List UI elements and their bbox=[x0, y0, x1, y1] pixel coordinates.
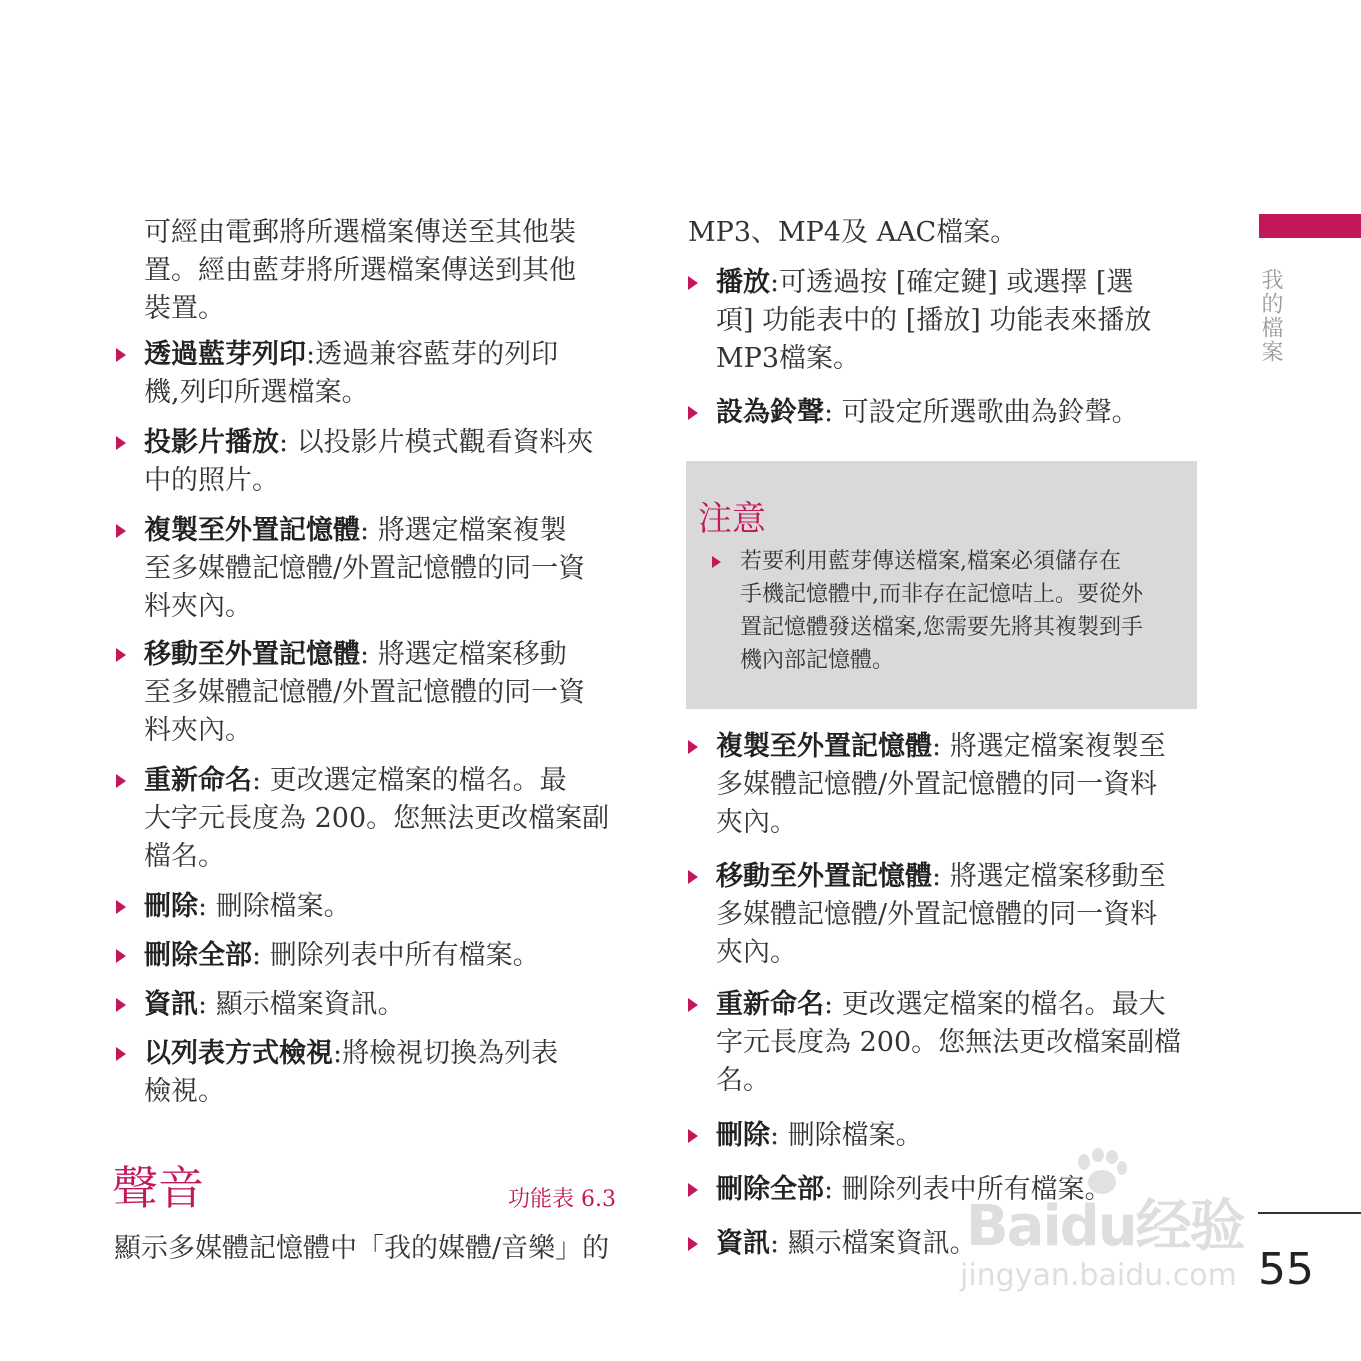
bullet-description: 檢視。 bbox=[144, 1076, 225, 1107]
bullet-description: 將檢視切換為列表 bbox=[342, 1038, 559, 1069]
bullet-triangle-icon bbox=[116, 1047, 126, 1061]
bullet-line bbox=[716, 1024, 1181, 1062]
bullet-line bbox=[716, 302, 1151, 340]
bullet-separator: : bbox=[824, 989, 842, 1020]
bullet-separator: : bbox=[932, 731, 950, 762]
bullet-separator: : bbox=[198, 891, 216, 922]
bullet-separator: : bbox=[306, 339, 316, 370]
bullet-text bbox=[716, 986, 1181, 1100]
note-line: 置記憶體發送檔案,您需要先將其複製到手 bbox=[740, 615, 1143, 640]
bullet-line bbox=[716, 1062, 1181, 1100]
bullet-line bbox=[144, 674, 585, 712]
bullet-line bbox=[144, 550, 585, 588]
bullet-triangle-icon bbox=[116, 436, 126, 450]
bullet-triangle-icon bbox=[116, 949, 126, 963]
bullet-text bbox=[144, 636, 585, 750]
bullet-triangle-icon bbox=[688, 998, 698, 1012]
bullet-triangle-icon bbox=[688, 1129, 698, 1143]
bullet-separator: : bbox=[932, 861, 950, 892]
bullet-description: 刪除檔案。 bbox=[215, 891, 351, 922]
page-rule bbox=[1258, 1212, 1361, 1214]
bullet-description: 多媒體記憶體/外置記憶體的同一資料 bbox=[716, 899, 1158, 930]
bullet-term: 設為鈴聲 bbox=[716, 397, 824, 428]
bullet-line bbox=[716, 804, 1166, 842]
bullet-description: 至多媒體記憶體/外置記憶體的同一資 bbox=[144, 677, 586, 708]
bullet-term: 重新命名 bbox=[716, 989, 824, 1020]
bullet-triangle-icon bbox=[116, 648, 126, 662]
note-box bbox=[686, 461, 1197, 709]
bullet-text bbox=[716, 1171, 1112, 1209]
bullet-description: MP3檔案。 bbox=[716, 343, 860, 374]
bullet-triangle-icon bbox=[688, 406, 698, 420]
watermark-url: jingyan.baidu.com bbox=[960, 1258, 1237, 1293]
bullet-line bbox=[716, 1225, 977, 1263]
bullet-description: 透過兼容藍芽的列印 bbox=[315, 339, 559, 370]
bullet-triangle-icon bbox=[116, 524, 126, 538]
bullet-line bbox=[144, 424, 594, 462]
bullet-separator: : bbox=[824, 397, 842, 428]
bullet-text bbox=[144, 424, 594, 500]
bullet-term: 移動至外置記憶體 bbox=[144, 639, 360, 670]
bullet-line bbox=[144, 1073, 558, 1111]
bullet-description: 將選定檔案移動至 bbox=[949, 861, 1166, 892]
note-text bbox=[740, 545, 1143, 677]
bullet-line bbox=[144, 800, 609, 838]
bullet-line bbox=[144, 1035, 558, 1073]
bullet-line bbox=[144, 762, 609, 800]
bullet-description: 項] 功能表中的 [播放] 功能表來播放 bbox=[716, 305, 1152, 336]
bullet-text bbox=[144, 762, 609, 876]
bullet-line bbox=[144, 336, 558, 374]
bullet-text bbox=[716, 728, 1166, 842]
bullet-text bbox=[716, 858, 1166, 972]
bullet-separator: : bbox=[824, 1174, 842, 1205]
bullet-term: 重新命名 bbox=[144, 765, 252, 796]
bullet-text bbox=[144, 937, 540, 975]
bullet-separator: : bbox=[770, 1228, 788, 1259]
bullet-separator: : bbox=[770, 267, 780, 298]
bullet-description: 機,列印所選檔案。 bbox=[144, 377, 369, 408]
bullet-term: 複製至外置記憶體 bbox=[716, 731, 932, 762]
bullet-description: 字元長度為 200。您無法更改檔案副檔 bbox=[716, 1027, 1182, 1058]
bullet-description: 名。 bbox=[716, 1065, 770, 1096]
bullet-line bbox=[144, 937, 540, 975]
bullet-separator: : bbox=[333, 1038, 343, 1069]
bullet-text bbox=[716, 1117, 923, 1155]
continued-line: MP3、MP4及 AAC檔案。 bbox=[688, 217, 1018, 248]
bullet-line bbox=[144, 838, 609, 876]
bullet-description: 至多媒體記憶體/外置記憶體的同一資 bbox=[144, 553, 586, 584]
bullet-description: 刪除列表中所有檔案。 bbox=[841, 1174, 1112, 1205]
bullet-description: 多媒體記憶體/外置記憶體的同一資料 bbox=[716, 769, 1158, 800]
bullet-separator: : bbox=[360, 515, 378, 546]
bullet-description: 以投影片模式觀看資料夾 bbox=[296, 427, 594, 458]
bullet-text bbox=[716, 394, 1139, 432]
bullet-description: 夾內。 bbox=[716, 937, 797, 968]
bullet-text bbox=[144, 1035, 558, 1111]
chapter-tab-bar bbox=[1259, 214, 1361, 238]
chapter-label: 我的檔案 bbox=[1258, 268, 1283, 364]
bullet-line bbox=[144, 462, 594, 500]
bullet-line bbox=[716, 766, 1166, 804]
bullet-line bbox=[144, 374, 558, 412]
bullet-description: 將選定檔案移動 bbox=[377, 639, 567, 670]
bullet-term: 透過藍芽列印 bbox=[144, 339, 306, 370]
bullet-text bbox=[716, 1225, 977, 1263]
bullet-term: 資訊 bbox=[716, 1228, 770, 1259]
note-line: 手機記憶體中,而非存在記憶咭上。要從外 bbox=[740, 582, 1143, 607]
section-description: 顯示多媒體記憶體中「我的媒體/音樂」的 bbox=[114, 1233, 610, 1264]
bullet-line bbox=[144, 588, 585, 626]
bullet-line bbox=[716, 1117, 923, 1155]
bullet-line bbox=[716, 896, 1166, 934]
bullet-triangle-icon bbox=[116, 774, 126, 788]
bullet-description: 更改選定檔案的檔名。最 bbox=[269, 765, 567, 796]
bullet-triangle-icon bbox=[116, 348, 126, 362]
bullet-term: 刪除 bbox=[144, 891, 198, 922]
note-line: 機內部記憶體。 bbox=[740, 648, 895, 673]
bullet-description: 檔名。 bbox=[144, 841, 225, 872]
bullet-triangle-icon bbox=[688, 276, 698, 290]
bullet-triangle-icon bbox=[116, 998, 126, 1012]
menu-reference: 功能表 6.3 bbox=[508, 1187, 616, 1212]
bullet-description: 刪除列表中所有檔案。 bbox=[269, 940, 540, 971]
bullet-term: 資訊 bbox=[144, 989, 198, 1020]
bullet-triangle-icon bbox=[688, 870, 698, 884]
bullet-text bbox=[144, 986, 405, 1024]
bullet-description: 顯示檔案資訊。 bbox=[215, 989, 405, 1020]
bullet-line bbox=[716, 728, 1166, 766]
bullet-description: 將選定檔案複製 bbox=[377, 515, 567, 546]
bullet-term: 刪除全部 bbox=[144, 940, 252, 971]
watermark-logo: Baidu经验 bbox=[966, 1194, 1244, 1259]
bullet-triangle-icon bbox=[688, 740, 698, 754]
bullet-term: 投影片播放 bbox=[144, 427, 279, 458]
bullet-line bbox=[716, 264, 1151, 302]
bullet-term: 播放 bbox=[716, 267, 770, 298]
bullet-line bbox=[144, 888, 351, 926]
bullet-line bbox=[144, 986, 405, 1024]
bullet-line bbox=[716, 340, 1151, 378]
bullet-separator: : bbox=[252, 765, 270, 796]
bullet-description: 中的照片。 bbox=[144, 465, 279, 496]
bullet-term: 移動至外置記憶體 bbox=[716, 861, 932, 892]
intro-line: 置。經由藍芽將所選檔案傳送到其他 bbox=[144, 255, 576, 286]
bullet-line bbox=[716, 858, 1166, 896]
note-line: 若要利用藍芽傳送檔案,檔案必須儲存在 bbox=[740, 549, 1121, 574]
bullet-term: 刪除 bbox=[716, 1120, 770, 1151]
bullet-description: 將選定檔案複製至 bbox=[949, 731, 1166, 762]
bullet-description: 刪除檔案。 bbox=[787, 1120, 923, 1151]
bullet-line bbox=[144, 712, 585, 750]
intro-paragraph bbox=[144, 214, 576, 328]
bullet-line bbox=[716, 986, 1181, 1024]
bullet-description: 大字元長度為 200。您無法更改檔案副 bbox=[144, 803, 610, 834]
bullet-text bbox=[144, 888, 351, 926]
bullet-line bbox=[716, 934, 1166, 972]
page-number: 55 bbox=[1258, 1244, 1314, 1295]
bullet-separator: : bbox=[770, 1120, 788, 1151]
bullet-triangle-icon bbox=[688, 1183, 698, 1197]
bullet-line bbox=[716, 1171, 1112, 1209]
bullet-description: 更改選定檔案的檔名。最大 bbox=[841, 989, 1166, 1020]
bullet-description: 可透過按 [確定鍵] 或選擇 [選 bbox=[779, 267, 1134, 298]
bullet-text bbox=[716, 264, 1151, 378]
bullet-line bbox=[144, 512, 585, 550]
bullet-description: 夾內。 bbox=[716, 807, 797, 838]
section-title: 聲音 bbox=[112, 1161, 204, 1215]
bullet-description: 顯示檔案資訊。 bbox=[787, 1228, 977, 1259]
bullet-term: 以列表方式檢視 bbox=[144, 1038, 333, 1069]
bullet-text bbox=[144, 512, 585, 626]
bullet-term: 刪除全部 bbox=[716, 1174, 824, 1205]
intro-line: 可經由電郵將所選檔案傳送至其他裝 bbox=[144, 217, 576, 248]
bullet-description: 料夾內。 bbox=[144, 591, 252, 622]
bullet-description: 料夾內。 bbox=[144, 715, 252, 746]
bullet-separator: : bbox=[252, 940, 270, 971]
bullet-separator: : bbox=[360, 639, 378, 670]
bullet-line bbox=[144, 636, 585, 674]
bullet-triangle-icon bbox=[116, 900, 126, 914]
bullet-term: 複製至外置記憶體 bbox=[144, 515, 360, 546]
bullet-triangle-icon bbox=[688, 1237, 698, 1251]
bullet-description: 可設定所選歌曲為鈴聲。 bbox=[841, 397, 1139, 428]
note-title: 注意 bbox=[698, 499, 766, 539]
intro-line: 裝置。 bbox=[144, 293, 225, 324]
bullet-separator: : bbox=[279, 427, 297, 458]
bullet-line bbox=[716, 394, 1139, 432]
bullet-separator: : bbox=[198, 989, 216, 1020]
note-bullet-icon bbox=[712, 556, 721, 568]
bullet-text bbox=[144, 336, 558, 412]
